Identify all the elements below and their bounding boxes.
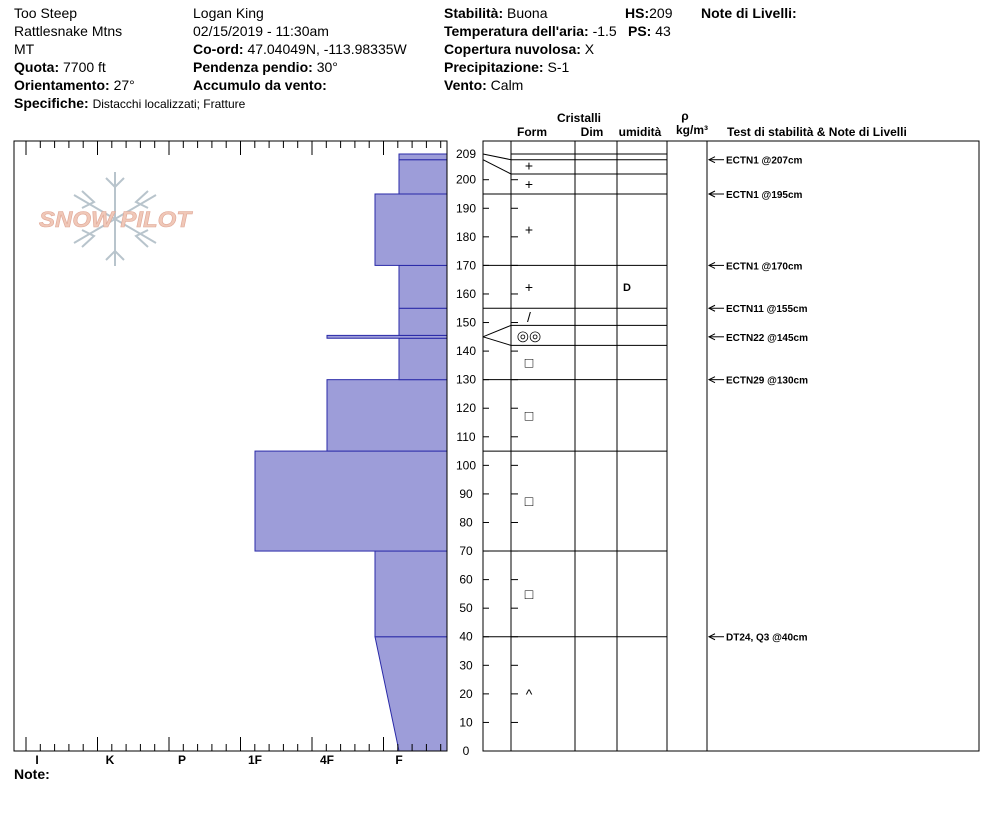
hardness-axis-labels (35, 753, 402, 767)
air-temp-value: -1.5 (592, 23, 617, 39)
height-tick-label: 170 (455, 258, 477, 273)
crystal-form-symbol: ^ (525, 685, 533, 702)
layer-connector (483, 337, 511, 346)
aspect-value: 27° (113, 77, 135, 93)
observation-datetime: 02/15/2019 - 11:30am (193, 23, 329, 39)
hardness-bar (399, 338, 447, 379)
wind-label: Vento: (444, 77, 487, 93)
height-tick-label: 40 (459, 629, 473, 644)
notes-label: Note: (14, 766, 50, 782)
elevation-value: 7700 ft (63, 59, 106, 75)
hardness-bars (255, 154, 447, 751)
aspect-label: Orientamento: (14, 77, 110, 93)
cloud-value: X (584, 41, 595, 57)
coords-value: 47.04049N, -113.98335W (247, 41, 407, 57)
height-tick-label: 70 (459, 544, 473, 559)
height-tick-label: 150 (455, 315, 477, 330)
crystal-form-symbol: □ (524, 493, 534, 510)
layer-connector (483, 325, 511, 336)
precip-label: Precipitazione: (444, 59, 544, 75)
crystal-form-symbol: □ (524, 407, 534, 424)
height-tick-label: 90 (459, 486, 473, 501)
form-header: Form (517, 125, 547, 139)
hardness-bar (375, 637, 447, 751)
layer-connector (483, 154, 511, 160)
hardness-label: 1F (247, 753, 263, 767)
height-tick-label: 200 (455, 172, 477, 187)
moisture-header: umidità (618, 125, 662, 139)
stability-tests (709, 156, 808, 644)
height-tick-label: 80 (459, 515, 473, 530)
stability-test-label: ECTN1 @170cm (726, 261, 803, 273)
stability-value: Buona (507, 5, 548, 21)
wind-value: Calm (490, 77, 524, 93)
height-tick-label: 30 (459, 658, 473, 673)
tests-header: Test di stabilità & Note di Livelli (727, 125, 907, 139)
height-tick-label: 160 (455, 286, 477, 301)
site-name: Too Steep (14, 5, 78, 21)
crystals-header: Cristalli (556, 111, 602, 125)
logo-text: SNOW PILOT (39, 207, 193, 232)
air-temp-label: Temperatura dell'aria: (444, 23, 589, 39)
moisture-value: D (623, 281, 631, 294)
height-tick-label: 130 (455, 372, 477, 387)
specifics-value: Distacchi localizzati; Fratture (92, 97, 246, 111)
hardness-bar (399, 308, 447, 335)
crystal-form-symbol: □ (524, 585, 534, 602)
ps-value: 43 (655, 23, 671, 39)
hardness-label: 4F (319, 753, 335, 767)
crystal-form-symbol: ◎◎ (516, 327, 542, 344)
crystal-form-symbol: □ (524, 354, 534, 371)
size-header: Dim (580, 125, 604, 139)
hardness-label: K (105, 753, 115, 767)
crystal-form-symbol: + (524, 278, 534, 295)
elevation-label: Quota: (14, 59, 60, 75)
hardness-bar (255, 451, 447, 551)
height-axis (456, 147, 518, 758)
hardness-bar (375, 194, 447, 265)
observer-name: Logan King (193, 5, 264, 21)
density-unit-header: kg/m³ (675, 123, 709, 137)
height-tick-label: 60 (459, 572, 473, 587)
crystal-form-symbol: + (524, 221, 534, 238)
hardness-bar (327, 380, 447, 451)
hardness-bar (399, 154, 447, 160)
crystal-form-symbol: / (527, 308, 531, 325)
hardness-label: P (177, 753, 187, 767)
stability-test-label: ECTN29 @130cm (726, 375, 809, 387)
cloud-label: Copertura nuvolosa: (444, 41, 581, 57)
hardness-label: F (395, 753, 403, 767)
layer-notes-title: Note di Livelli: (701, 5, 797, 21)
specifics-label: Specifiche: (14, 95, 89, 111)
hardness-label: I (35, 753, 39, 767)
rho-header: ρ (681, 109, 689, 123)
ps-label: PS: (628, 23, 652, 39)
crystal-form-symbol: + (524, 175, 534, 192)
stability-test-label: ECTN22 @145cm (726, 332, 809, 344)
stability-test-label: ECTN1 @195cm (726, 189, 803, 201)
hardness-bar (399, 265, 447, 308)
height-tick-label: 10 (459, 715, 473, 730)
height-tick-label: 180 (455, 229, 477, 244)
snowpilot-logo (39, 172, 193, 266)
hs-value: 209 (649, 5, 673, 21)
height-tick-label: 120 (455, 401, 477, 416)
slope-value: 30° (316, 59, 338, 75)
range-name: Rattlesnake Mtns (14, 23, 123, 39)
crystal-forms (517, 157, 541, 701)
hs-label: HS: (625, 5, 650, 21)
height-tick-label: 110 (456, 429, 476, 444)
height-tick-label: 50 (459, 601, 473, 616)
state-name: MT (14, 41, 35, 57)
hardness-bar (375, 551, 447, 637)
stability-test-label: ECTN11 @155cm (726, 304, 808, 316)
height-tick-label: 20 (459, 686, 473, 701)
precip-value: S-1 (547, 59, 570, 75)
hardness-bar (399, 160, 447, 194)
layer-connector (483, 160, 511, 174)
crystal-form-symbol: + (524, 157, 534, 174)
layer-table-frame (483, 141, 979, 751)
stability-test-label: ECTN1 @207cm (726, 155, 803, 167)
height-tick-label: 209 (455, 147, 477, 161)
coords-label: Co-ord: (193, 41, 244, 57)
wind-loading-label: Accumulo da vento: (193, 77, 327, 93)
height-tick-label: 190 (455, 201, 477, 216)
stability-test-label: DT24, Q3 @40cm (726, 632, 808, 644)
stability-label: Stabilità: (444, 5, 504, 21)
slope-label: Pendenza pendio: (193, 59, 313, 75)
height-tick-label: 0 (462, 744, 470, 758)
height-tick-label: 100 (455, 458, 477, 473)
height-tick-label: 140 (455, 344, 477, 359)
